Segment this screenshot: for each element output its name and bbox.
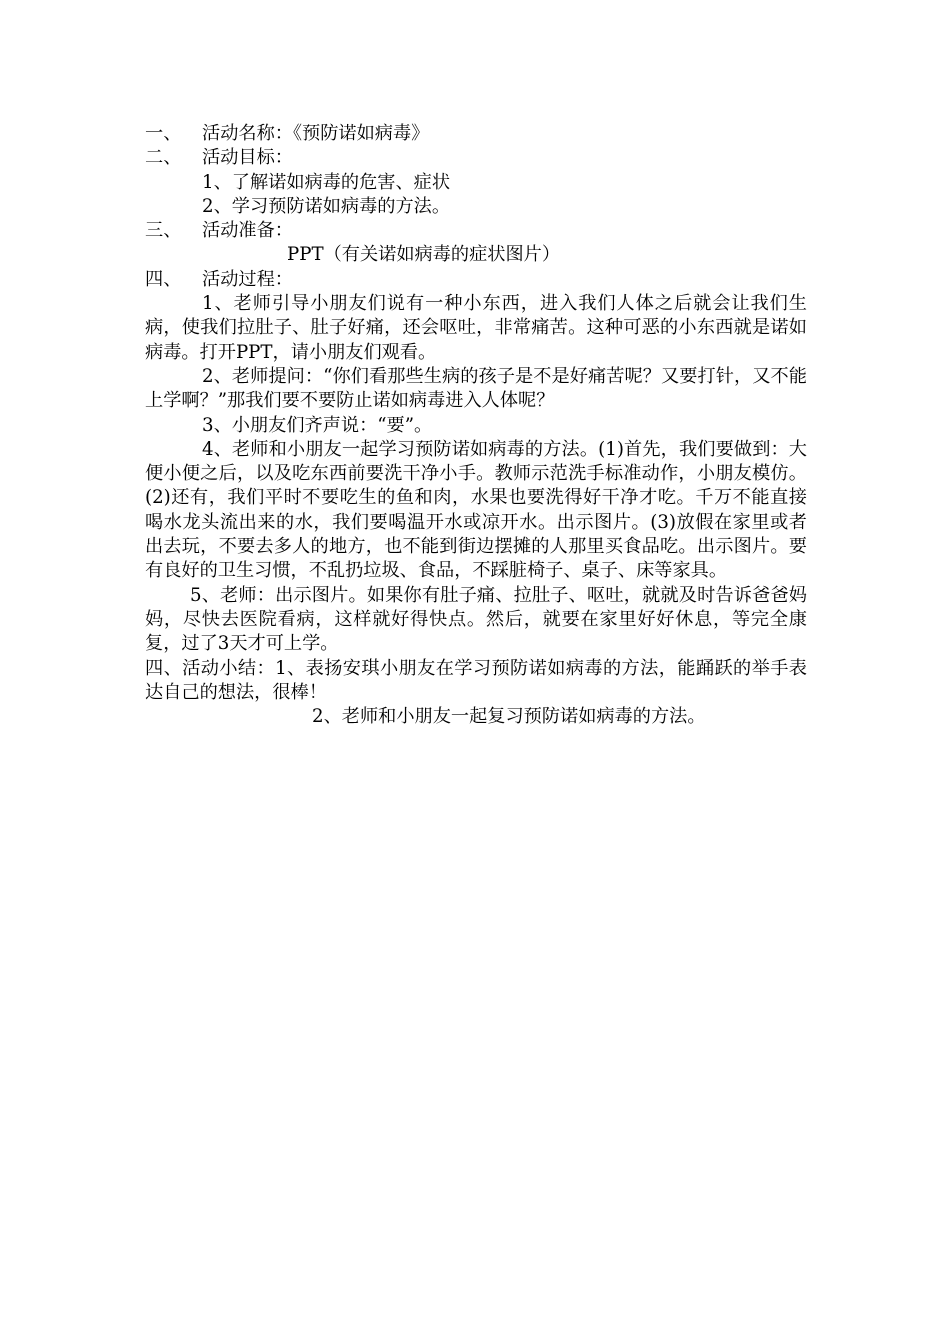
section-title: 活动目标：	[202, 147, 293, 169]
section-number: 三、	[145, 220, 182, 242]
section-title: 活动名称：《预防诺如病毒》	[202, 123, 430, 144]
section-activity-prep	[145, 219, 807, 243]
prep-item: PPT（有关诺如病毒的症状图片）	[287, 244, 561, 266]
process-step-2: 2、老师提问：“你们看那些生病的孩子是不是好痛苦呢？又要打针，又不能上学啊？”那我们要不要防止诺如病毒进入人体呢？	[145, 365, 807, 412]
section-activity-process	[145, 268, 807, 292]
process-step-5: 5、老师：出示图片。如果你有肚子痛、拉肚子、呕吐，就就及时告诉爸爸妈妈，尽快去医院看病，这样就好得快点。然后，就要在家里好好休息，等完全康复，过了3天才可上学。	[145, 584, 807, 655]
activity-summary: 四、活动小结：1、表扬安琪小朋友在学习预防诺如病毒的方法，能踊跃的举手表达自己的想法，很棒！	[145, 657, 807, 703]
section-number: 四、	[145, 268, 182, 290]
activity-summary-2: 2、老师和小朋友一起复习预防诺如病毒的方法。	[312, 706, 706, 728]
goal-item-1: 1、了解诺如病毒的危害、症状	[202, 171, 451, 193]
document-body	[145, 122, 807, 729]
section-title: 活动过程：	[202, 268, 293, 290]
process-step-4: 4、老师和小朋友一起学习预防诺如病毒的方法。(1)首先，我们要做到：大便小便之后，以及吃东西前要洗干净小手。教师示范洗手标准动作，小朋友模仿。(2)还有，我们平时不要吃生的鱼和肉，水果也要洗得好干净才吃。千万不能直接喝水龙头流出来的水，我们要喝温开水或凉开水。出示图片。(3)放假在家里或者出去玩，不要去多人的地方，也不能到街边摆摊的人那里买食品吃。出示图片。要有良好的卫生习惯，不乱扔垃圾、食品，不踩脏椅子、桌子、床等家具。	[145, 438, 807, 582]
process-step-1: 1、老师引导小朋友们说有一种小东西，进入我们人体之后就会让我们生病，使我们拉肚子、肚子好痛，还会呕吐，非常痛苦。这种可恶的小东西就是诺如病毒。打开PPT，请小朋友们观看。	[145, 293, 807, 363]
section-number: 二、	[145, 147, 182, 169]
process-step-3: 3、小朋友们齐声说：“要”。	[202, 414, 433, 436]
section-number: 一、	[145, 123, 182, 144]
section-title: 活动准备：	[202, 220, 293, 242]
section-activity-name	[145, 122, 807, 146]
section-activity-goals	[145, 146, 807, 170]
goal-item-2: 2、学习预防诺如病毒的方法。	[202, 195, 451, 217]
